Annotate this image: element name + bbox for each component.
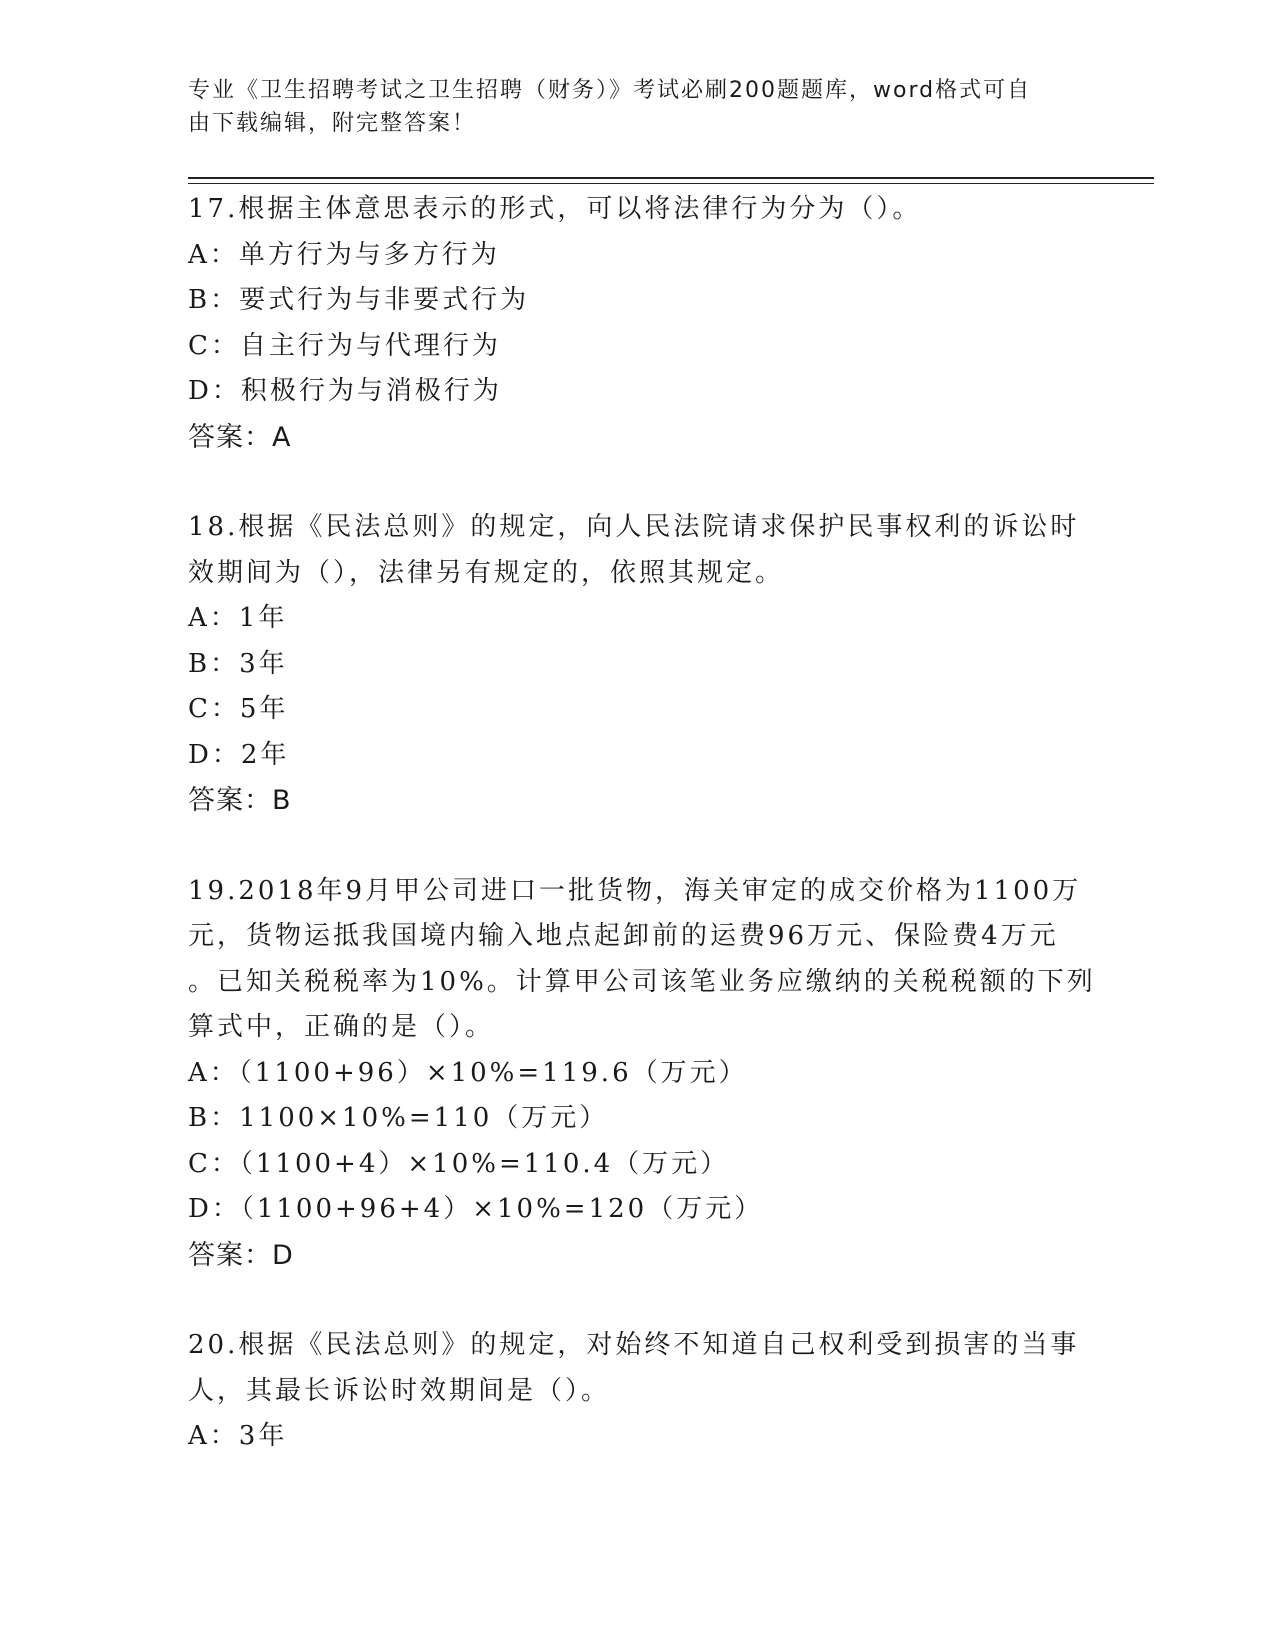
option-a: A：（1100+96）×10%=119.6（万元） xyxy=(188,1057,748,1088)
question-18 xyxy=(188,505,1088,824)
question-list xyxy=(188,187,1096,1505)
answer-label: 答案：B xyxy=(188,785,292,816)
option-c: C：（1100+4）×10%=110.4（万元） xyxy=(188,1148,730,1179)
question-stem: 。已知关税税率为10%。计算甲公司该笔业务应缴纳的关税税额的下列 xyxy=(188,966,1096,997)
option-b: B：1100×10%=110（万元） xyxy=(188,1103,609,1133)
question-stem: 18.根据《民法总则》的规定，向人民法院请求保护民事权利的诉讼时 xyxy=(188,512,1080,542)
question-stem: 20.根据《民法总则》的规定，对始终不知道自己权利受到损害的当事 xyxy=(188,1330,1080,1360)
option-a: A：1年 xyxy=(188,603,288,633)
question-stem: 17.根据主体意思表示的形式，可以将法律行为分为（）。 xyxy=(188,194,922,224)
header-divider-thin xyxy=(188,183,1154,184)
option-d: D：2年 xyxy=(188,739,290,770)
header-divider-thick xyxy=(188,177,1154,179)
header-line-2: 由下载编辑，附完整答案！ xyxy=(188,111,477,136)
option-b: B：3年 xyxy=(188,648,288,679)
option-d: D：（1100+96+4）×10%=120（万元） xyxy=(188,1194,764,1224)
document-header xyxy=(188,74,1068,140)
answer-label: 答案：A xyxy=(188,421,292,453)
question-20 xyxy=(188,1323,1088,1460)
option-d: D：积极行为与消极行为 xyxy=(188,376,502,406)
question-stem: 19.2018年9月甲公司进口一批货物，海关审定的成交价格为1100万 xyxy=(188,875,1082,906)
option-a: A：单方行为与多方行为 xyxy=(188,239,500,270)
option-b: B：要式行为与非要式行为 xyxy=(188,285,530,315)
option-c: C：5年 xyxy=(188,694,289,724)
question-stem: 元，货物运抵我国境内输入地点起卸前的运费96万元、保险费4万元 xyxy=(188,921,1059,951)
option-c: C：自主行为与代理行为 xyxy=(188,330,501,361)
question-stem: 效期间为（），法律另有规定的，依照其规定。 xyxy=(188,557,785,588)
answer-label: 答案：D xyxy=(188,1239,294,1271)
header-line-1: 专业《卫生招聘考试之卫生招聘（财务）》考试必刷200题题库，word格式可自 xyxy=(188,78,1032,103)
question-19 xyxy=(188,869,1096,1279)
question-stem: 算式中，正确的是（）。 xyxy=(188,1012,495,1042)
question-stem: 人，其最长诉讼时效期间是（）。 xyxy=(188,1375,611,1406)
option-a: A：3年 xyxy=(188,1421,288,1451)
question-17 xyxy=(188,187,1088,460)
